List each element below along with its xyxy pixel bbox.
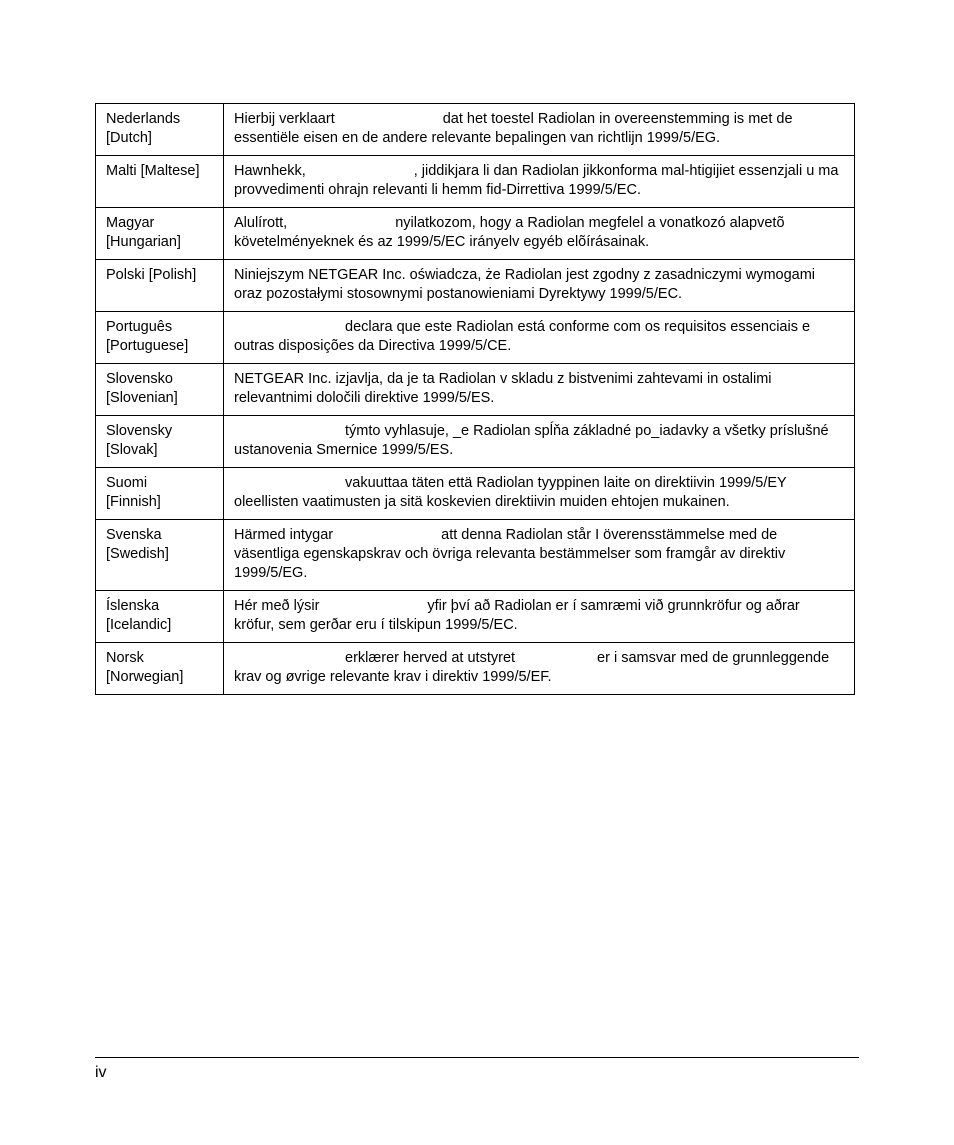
declaration-text: att denna Radiolan står I överensstämmelse med de väsentliga egenskapskrav och övriga relevanta bestämmelser som framgår av direktiv 1999/5/EG.: [234, 527, 786, 581]
declaration-table: [95, 103, 855, 695]
language-cell: [96, 364, 224, 416]
declaration-text: NETGEAR Inc. izjavlja, da je ta Radiolan v skladu z bistvenimi zahtevami in ostalimi relevantnimi določili direktive 1999/5/ES.: [234, 371, 772, 406]
table-row: [96, 591, 855, 643]
language-name: Slovensko: [106, 371, 173, 387]
declaration-text: yfir því að Radiolan er í samræmi við grunnkröfur og aðrar kröfur, sem gerðar eru í tilskipun 1999/5/EC.: [234, 598, 800, 633]
language-cell: [96, 208, 224, 260]
language-cell: [96, 104, 224, 156]
declaration-text: declara que este Radiolan está conforme com os requisitos essenciais e outras disposições da Directiva 1999/5/CE.: [234, 319, 811, 354]
declaration-cell: [224, 364, 855, 416]
language-name: Slovensky: [106, 423, 173, 439]
language-english-name: [Dutch]: [106, 130, 152, 146]
declaration-cell: [224, 591, 855, 643]
language-english-name: [Icelandic]: [106, 617, 172, 633]
language-name: Nederlands: [106, 111, 181, 127]
language-name: Magyar: [106, 215, 155, 231]
declaration-text: erklærer herved at utstyret: [345, 650, 516, 666]
language-cell: [96, 156, 224, 208]
table-row: [96, 312, 855, 364]
declaration-cell: [224, 260, 855, 312]
declaration-text: Alulírott,: [234, 215, 288, 231]
language-english-name: [Slovak]: [106, 442, 158, 458]
language-cell: [96, 520, 224, 591]
declaration-text: er i samsvar med de grunnleggende krav og øvrige relevante krav i direktiv 1999/5/EF.: [234, 650, 830, 685]
declaration-cell: [224, 312, 855, 364]
table-row: [96, 260, 855, 312]
language-name: Suomi: [106, 475, 148, 491]
page-number: iv: [95, 1064, 107, 1081]
declaration-text: Hawnhekk,: [234, 163, 306, 179]
language-name: Malti [Maltese]: [106, 163, 200, 179]
table-row: [96, 416, 855, 468]
language-cell: [96, 468, 224, 520]
declaration-text: Hér með lýsir: [234, 598, 320, 614]
language-name: Polski [Polish]: [106, 267, 197, 283]
declaration-cell: [224, 416, 855, 468]
language-english-name: [Hungarian]: [106, 234, 181, 250]
declaration-text: Härmed intygar: [234, 527, 334, 543]
declaration-cell: [224, 520, 855, 591]
language-english-name: [Swedish]: [106, 546, 169, 562]
declaration-cell: [224, 156, 855, 208]
declaration-cell: [224, 208, 855, 260]
declaration-text: Niniejszym NETGEAR Inc. oświadcza, że Radiolan jest zgodny z zasadniczymi wymogami oraz pozostałymi stosownymi postanowieniami Dyrektywy 1999/5/EC.: [234, 267, 816, 302]
table-row: [96, 156, 855, 208]
language-english-name: [Slovenian]: [106, 390, 178, 406]
table-row: [96, 468, 855, 520]
declaration-text: , jiddikjara li dan Radiolan jikkonforma mal-htigijiet essenzjali u ma provvedimenti ohrajn relevanti li hemm fid-Dirrettiva 1999/5/EC.: [234, 163, 839, 198]
language-cell: [96, 260, 224, 312]
language-cell: [96, 312, 224, 364]
table-row: [96, 520, 855, 591]
language-cell: [96, 591, 224, 643]
language-name: Português: [106, 319, 173, 335]
language-english-name: [Finnish]: [106, 494, 161, 510]
language-english-name: [Norwegian]: [106, 669, 184, 685]
table-row: [96, 208, 855, 260]
language-english-name: [Portuguese]: [106, 338, 189, 354]
table-row: [96, 643, 855, 695]
language-name: Íslenska: [106, 598, 160, 614]
language-cell: [96, 416, 224, 468]
declaration-text: Hierbij verklaart: [234, 111, 335, 127]
language-name: Svenska: [106, 527, 162, 543]
declaration-text: nyilatkozom, hogy a Radiolan megfelel a vonatkozó alapvetõ követelményeknek és az 1999/5/EC irányelv egyéb elõírásainak.: [234, 215, 785, 250]
footer-divider: [95, 1057, 859, 1058]
language-name: Norsk: [106, 650, 144, 666]
declaration-text: dat het toestel Radiolan in overeenstemming is met de essentiële eisen en de andere relevante bepalingen van richtlijn 1999/5/EG.: [234, 111, 793, 146]
declaration-cell: [224, 643, 855, 695]
declaration-text: vakuuttaa täten että Radiolan tyyppinen laite on direktiivin 1999/5/EY oleellisten vaatimusten ja sitä koskevien direktiivin muiden ehtojen mukainen.: [234, 475, 787, 510]
language-cell: [96, 643, 224, 695]
declaration-cell: [224, 468, 855, 520]
declaration-text: týmto vyhlasuje, _e Radiolan spĺňa základné po_iadavky a všetky príslušné ustanovenia Smernice 1999/5/ES.: [234, 423, 829, 458]
declaration-cell: [224, 104, 855, 156]
table-row: [96, 104, 855, 156]
table-row: [96, 364, 855, 416]
